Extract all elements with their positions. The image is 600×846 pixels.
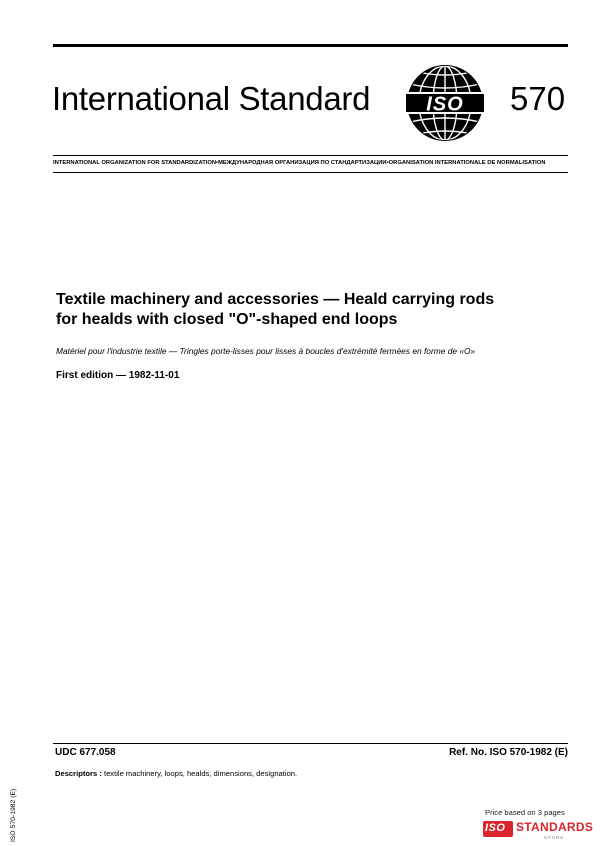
document-title-line-2: for healds with closed "O"-shaped end loops [56, 311, 398, 328]
document-title [56, 290, 566, 330]
udc-code: UDC 677.058 [55, 747, 116, 758]
document-title-french: Matériel pour l'industrie textile — Tringles porte-lisses pour lisses à boucles d'extrémité fermées en forme de «O» [56, 346, 476, 356]
iso-globe-logo [404, 62, 486, 144]
edition-info: First edition — 1982-11-01 [56, 370, 180, 381]
organization-names: INTERNATIONAL ORGANIZATION FOR STANDARDIZATION•МЕЖДУНАРОДНАЯ ОРГАНИЗАЦИЯ ПО СТАНДАРТИЗАЦИИ•ORGANISATION INTERNATIONALE DE NORMALISATION [53, 160, 546, 166]
org-rule-bottom [53, 172, 568, 173]
store-brand-name: STANDARDS [516, 820, 594, 834]
store-iso-logo [483, 821, 513, 837]
reference-number: Ref. No. ISO 570-1982 (E) [449, 747, 568, 758]
iso-logo-text: ISO [426, 93, 464, 116]
standard-heading: International Standard [52, 80, 371, 117]
document-title-line-1: Textile machinery and accessories — Heald carrying rods [56, 291, 495, 308]
standard-number: 570 [510, 80, 566, 117]
price-note: Price based on 3 pages [485, 808, 565, 817]
store-brand-sub: STORE [544, 835, 565, 840]
org-rule-top [53, 155, 568, 156]
standards-store-badge[interactable] [480, 808, 592, 844]
descriptors [55, 769, 297, 778]
store-iso-text: ISO [485, 822, 506, 834]
side-reference: ISO 570-1982 (E) [10, 788, 17, 842]
top-rule [53, 44, 568, 47]
descriptors-label: Descriptors : [55, 769, 102, 778]
footer-rule [53, 743, 568, 744]
descriptors-value: textile machinery, loops, healds, dimensions, designation. [101, 769, 298, 778]
